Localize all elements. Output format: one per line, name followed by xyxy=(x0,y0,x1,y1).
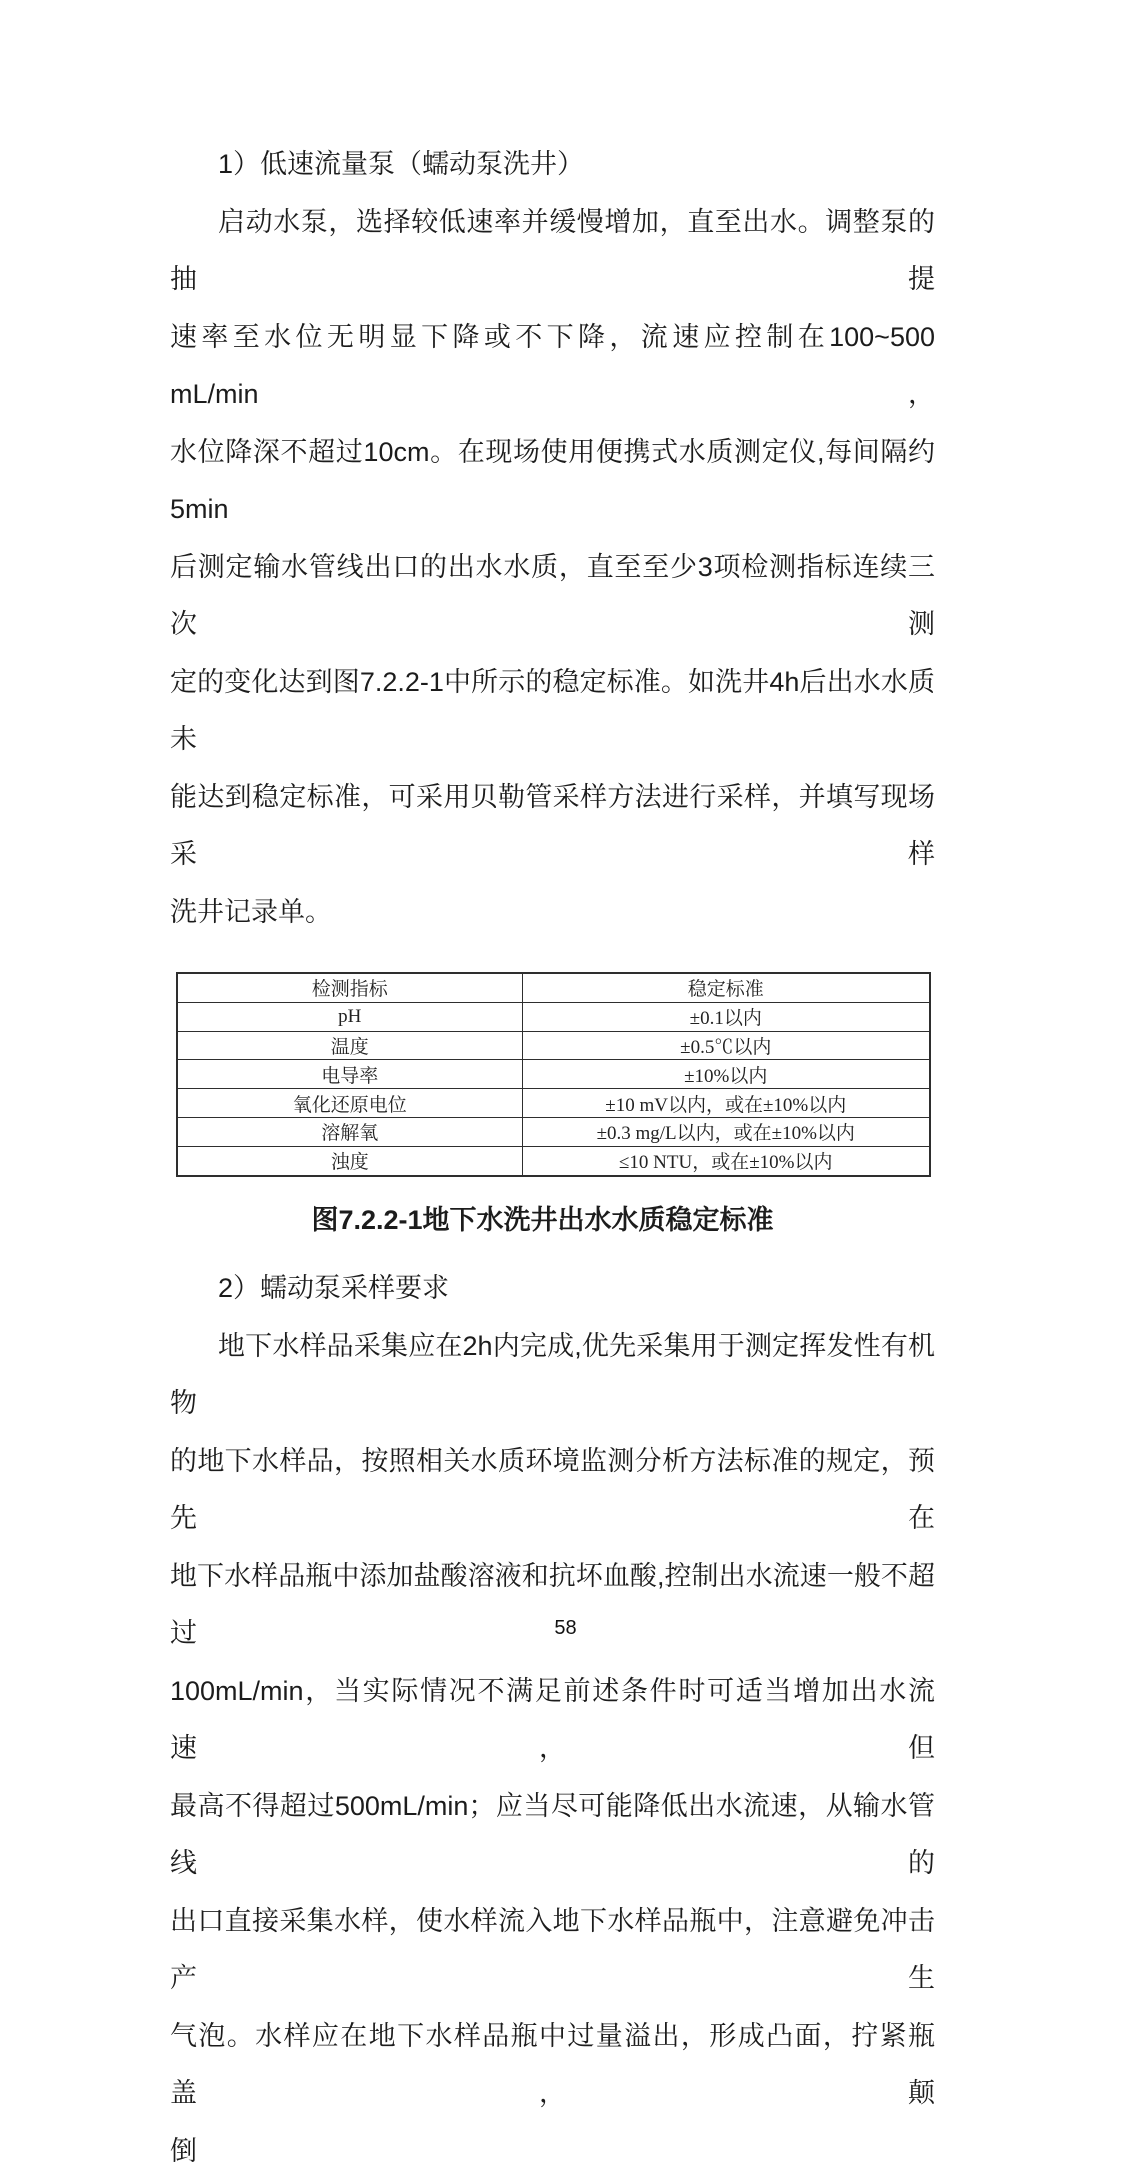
section-2-heading: 2）蠕动泵采样要求 xyxy=(218,1273,450,1304)
paragraph-1-line-5: 定的变化达到图7.2.2-1中所示的稳定标准。如洗井4h后出水水质未 xyxy=(170,666,935,754)
paragraph-2-line-6: 出口直接采集水样，使水样流入地下水样品瓶中，注意避免冲击产生 xyxy=(170,1905,935,1994)
paragraph-1-line-3: 水位降深不超过10cm。在现场使用便携式水质测定仪,每间隔约5min xyxy=(170,436,935,524)
cell-indicator: 氧化还原电位 xyxy=(177,1089,522,1118)
cell-indicator: pH xyxy=(177,1002,522,1031)
paragraph-1-line-2: 速率至水位无明显下降或不下降，流速应控制在100~500 mL/min， xyxy=(170,321,935,409)
cell-indicator: 电导率 xyxy=(177,1060,522,1089)
table-row xyxy=(177,1146,930,1175)
table-header-indicator: 检测指标 xyxy=(177,973,522,1002)
table-row xyxy=(177,1031,930,1060)
section-1-heading: 1）低速流量泵（蠕动泵洗井） xyxy=(218,149,585,179)
paragraph-1-line-7: 洗井记录单。 xyxy=(170,896,332,927)
paragraph-2-line-7: 气泡。水样应在地下水样品瓶中过量溢出，形成凸面，拧紧瓶盖，颠 xyxy=(170,2020,935,2109)
page-number: 58 xyxy=(554,1617,577,1639)
paragraph-2-line-4: 100mL/min，当实际情况不满足前述条件时可适当增加出水流速，但 xyxy=(170,1675,935,1764)
table-row xyxy=(177,1089,930,1118)
paragraph-1-line-1: 启动水泵，选择较低速率并缓慢增加，直至出水。调整泵的抽提 xyxy=(170,206,935,294)
figure-caption: 图7.2.2-1地下水洗井出水水质稳定标准 xyxy=(311,1204,774,1235)
paragraph-2-line-2: 的地下水样品，按照相关水质环境监测分析方法标准的规定，预先在 xyxy=(170,1445,935,1534)
page-content xyxy=(0,136,1131,2180)
table-row xyxy=(177,1060,930,1089)
table-header-row xyxy=(177,973,930,1002)
cell-standard: ±10%以内 xyxy=(522,1060,930,1089)
paragraph-2-line-8: 倒 xyxy=(170,2135,197,2166)
paragraph-1-line-6: 能达到稳定标准，可采用贝勒管采样方法进行采样，并填写现场采样 xyxy=(170,781,935,869)
table-header-standard: 稳定标准 xyxy=(522,973,930,1002)
cell-indicator: 浊度 xyxy=(177,1146,522,1175)
cell-standard: ±10 mV以内，或在±10%以内 xyxy=(522,1089,930,1118)
paragraph-2-line-5: 最高不得超过500mL/min；应当尽可能降低出水流速，从输水管线的 xyxy=(170,1790,935,1879)
cell-standard: ±0.5℃以内 xyxy=(522,1031,930,1060)
paragraph-1-line-4: 后测定输水管线出口的出水水质，直至至少3项检测指标连续三次测 xyxy=(170,551,935,639)
stability-criteria-table xyxy=(176,972,931,1177)
document-page xyxy=(0,136,1131,2166)
cell-standard: ±0.3 mg/L以内，或在±10%以内 xyxy=(522,1117,930,1146)
paragraph-2-line-1: 地下水样品采集应在2h内完成,优先采集用于测定挥发性有机物 xyxy=(170,1330,935,1419)
cell-indicator: 溶解氧 xyxy=(177,1117,522,1146)
paragraph-2-line-3: 地下水样品瓶中添加盐酸溶液和抗坏血酸,控制出水流速一般不超过 xyxy=(170,1560,935,1649)
cell-indicator: 温度 xyxy=(177,1031,522,1060)
table-row xyxy=(177,1117,930,1146)
table-row xyxy=(177,1002,930,1031)
cell-standard: ±0.1以内 xyxy=(522,1002,930,1031)
cell-standard: ≤10 NTU，或在±10%以内 xyxy=(522,1146,930,1175)
